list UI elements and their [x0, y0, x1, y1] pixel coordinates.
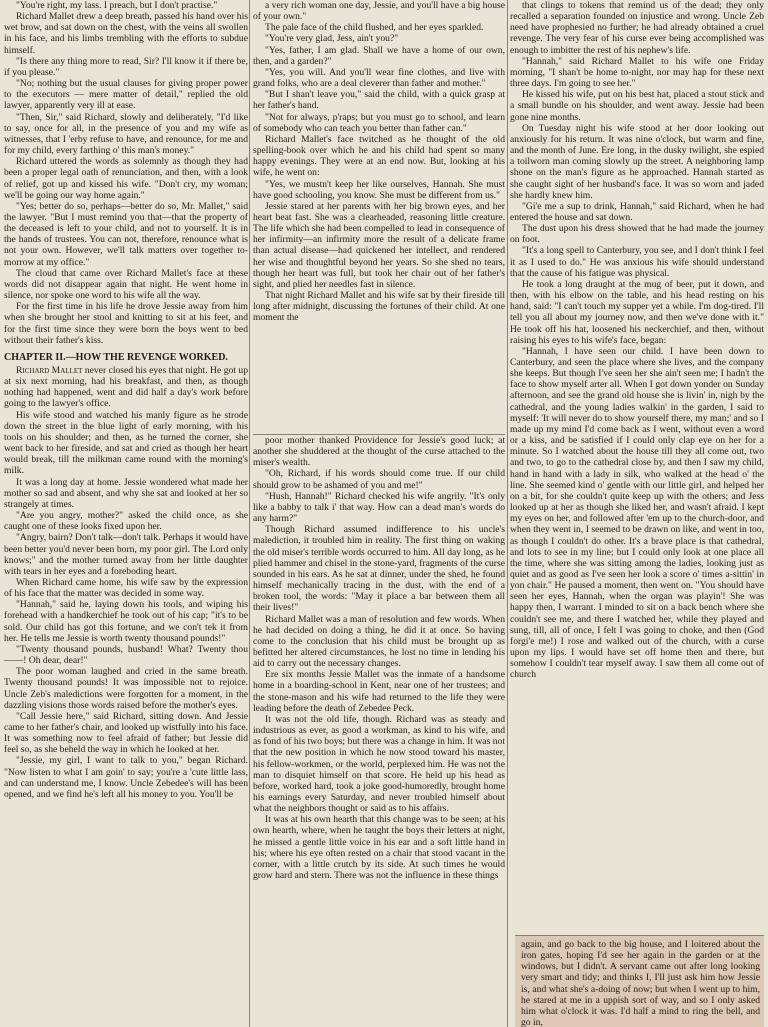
paragraph: "It's a long spell to Canterbury, you see, and I don't think I feel it as I used to do." He was anxious his wife should understand that the cause of his fatigue was physical.	[510, 245, 764, 279]
paragraph: "Hush, Hannah!" Richard checked his wife angrily. "It's only like a babby to talk i' that way. How can a dead man's words do any harm?"	[253, 490, 505, 525]
paragraph: "Hannah," said he, laying down his tools, and wiping his forehead with a handkerchief he took out of his cap; "it's to be sold. Our child has got this fortune, and we con't tek it from her. He tells me Jessie is worth twenty thousand pounds!"	[4, 599, 248, 644]
paragraph: that clings to tokens that remind us of the dead; they only recalled a separation founded on injustice and wrong. Uncle Zeb need have prophesied no further; he had already obtained a cruel revenge. The very fear of his curse ever being accomplished was enough to imbitter the rest of his nephew's life.	[510, 0, 764, 56]
paragraph: His wife stood and watched his manly figure as he strode down the street in the blue light of early morning, with his tools on his shoulder; and then, as he turned the corner, she went back to her fireside, and sat and cried as though her heart would break, till the milkman came round with the morning's milk.	[4, 409, 248, 477]
paragraph: "Hannah, I have seen our child. I have been down to Canterbury, and seen the place where she lives, and the company she keeps. But though I've seen her she ain't seen me; I hadn't the face to show myself arter all. When I got down yonder on Sunday afternoon, and see the grand old house she is livin' in, nigh by the cathedral, and the young ladies walkin' in the garden, I said to myself: 'It will never do to show yourself there, my man;' and so I made up my mind I'd come back as I went, without even a word or a kiss, and be satisfied if I could only clap eye on her for a minute. So I watched about the house till they all come out, two and two, to go to the cathedral close by, and then I saw my child, hand in hand with a lady in silk, who walked at the head o' the line. She seemed kind o' gentle with our little girl, and helped her on a bit, for she couldn't quite keep up with the others; and Jess looked up at her as though she liked her, and wasn't afraid. I kept my eyes on her, and followed after 'em up to the church-door, and when they went in, I seemed to be drawn on like, and went in too, as though I couldn't do other. It's a brave place is that cathedral, and lots to see in my line; but I could only look at one place all the time, where she was sitting among the ladies, looking just as quiet and as good as I've seen her look a score o' times a-sittin' in yon chair." He paused a moment, then went on. "You should have seen her eyes, Hannah, when the organ was playin'! She was happy then, I warrant. I minded to sit on a back bench where she couldn't see me, and there I watched her, while they played and sung, till, all of once, I felt I was going to choke, and then (God forgi'e me!) I rose and walked out of the church, with a curse upon my lips. I would have set off home then and there, but somehow I couldn't tear myself away. I saw them all come out of church	[510, 345, 764, 681]
paragraph: Richard Mallet drew a deep breath, passed his hand over his wet brow, and sat down on the chest, with the veins all swollen in his face, and his limbs trembling with the efforts to subdue himself.	[4, 11, 248, 56]
paragraph: He kissed his wife, put on his best hat, placed a stout stick and a small bundle on his shoulder, and went away. Jessie had been gone nine months.	[510, 89, 764, 123]
paragraph: It was at his own hearth that this change was to be seen; at his own hearth, where, when he taught the boys their letters at night, he missed a gentle little voice in his ear and a soft little hand in his; where his eye often rested on a chair that stood vacant in the corner, with a little crutch by its side. At such times he would grow hard and stern. There was not the influence in these things	[253, 814, 505, 882]
column-1	[4, 0, 248, 1027]
column-divider	[249, 0, 250, 1027]
paragraph: "You're right, my lass. I preach, but I don't practise."	[16, 0, 218, 11]
paragraph: He took a long draught at the mug of beer, put it down, and then, with his elbow on the table, and his head resting on his hand, said: "I can't touch my supper yet a while. I'm dog-tired. I'll tell you all about my journey now, and then we've done with it." He took off his hat, loosened his neckerchief, and then, without raising his eyes to his wife's face, began:	[510, 278, 764, 346]
column-3	[510, 0, 764, 934]
paragraph: "Not for always, p'raps; but you must go to school, and learn of somebody who can teach you better than father can."	[253, 111, 505, 134]
paragraph: "Call Jessie here," said Richard, sitting down. And Jessie came to her father's chair, and looked up wistfully into his face. It was something now to feel afraid of father; but Jessie did feel so, as she beheld the way in which he looked at her.	[4, 710, 248, 756]
column-2-bottom	[253, 435, 505, 1027]
paragraph: Ere six months Jessie Mallet was the inmate of a handsome home in a boarding-school in Kent, near one of her trustees; and the stone-mason and his wife had returned to the life they were leading before the death of Zebedee Peck.	[253, 669, 505, 714]
paragraph: "Yes, you will. And you'll wear fine clothes, and live with grand folks, who are a deal cleverer than father and mother."	[253, 66, 505, 90]
paragraph: The pale face of the child flushed, and her eyes sparkled.	[265, 22, 484, 34]
paragraph: "Yes, father, I am glad. Shall we have a home of our own, then, and a garden?"	[253, 44, 505, 67]
chapter-lead: Richard Mallet	[16, 365, 83, 376]
paragraph: When Richard came home, his wife saw by the expression of his face that the matter was decided in some way.	[4, 576, 248, 600]
paragraph: "Oh, Richard, if his words should come true. If our child should grow to be ashamed of you and me!"	[253, 468, 505, 491]
paragraph: That night Richard Mallet and his wife sat by their fireside till long after midnight, discussing the fortunes of their child. At one moment the	[253, 290, 505, 324]
paragraph: Jessie stared at her parents with her big brown eyes, and her heart beat fast. She was a clearheaded, reasoning little creature. The life which she had been compelled to lead in consequence of her infirmity—an infirmity more the result of a delicate frame than actual disease—had quickened her intellect, and rendered her wise and thoughtful beyond her years. So she shed no tears, though her heart was full, but took her chair out of her father's sight, and plied her needles fast in silence.	[253, 200, 505, 290]
paragraph: "Are you angry, mother?" asked the child once, as she caught one of these looks fixed upon her.	[4, 510, 248, 533]
paragraph: On Tuesday night his wife stood at her door looking out anxiously for his return. It was nine o'clock, but warm and fine, and the month of June. Ere long, in the dusky twilight, she espied a toilworn man coming slowly up the street. A neighboring lamp shone on the man's figure as he approached. Hannah started as she caught sight of her husband's face. It was so worn and jaded she hardly knew him.	[510, 122, 764, 201]
paragraph: The poor woman laughed and cried in the same breath. Twenty thousand pounds! It was impossible not to rejoice. Uncle Zeb's maledictions were forgotten for a moment, in the dazzling visions those words raised before the mother's eyes.	[4, 666, 248, 711]
paragraph-text: never closed his eyes that night. He got up at six next morning, had his breakfast, and then, as though nothing had happened, went and did half a day's work before going to the lawyer's office.	[4, 365, 248, 410]
column-2-top	[253, 0, 505, 434]
chapter-heading: CHAPTER II.—HOW THE REVENGE WORKED.	[4, 351, 228, 363]
paragraph: "Then, Sir," said Richard, slowly and deliberately, "I'd like to say, once for all, in the presence of you and my wife as witnesses, that I 'erby refuse to have, and renounce, for me and for my child, every farthing o' this man's money."	[4, 111, 248, 157]
paragraph: For the first time in his life he drove Jessie away from him when she brought her stool and knitting to sit at his feet, and for the first time since they were born the boys went to bed without their father's kiss.	[4, 301, 248, 346]
paragraph: poor mother thanked Providence for Jessie's good luck; at another she shuddered at the thought of the curse attached to the miser's wealth.	[253, 435, 505, 469]
paragraph: Though Richard assumed indifference to his uncle's malediction, it troubled him in reality. The first thing on waking the old miser's terrible words occurred to him. All day long, as he plied hammer and chisel in the stone-yard, fragments of the curse sounded in his ears. As he sat at dinner, under the shed, he found himself mechanically tracing in the dust, with the end of a broken tool, the words: "May it place a bar between them all their lives!"	[253, 524, 505, 614]
paragraph: Richard Mallet was a man of resolution and few words. When he had decided on doing a thing, he did it at once. So having come to the conclusion that his child must be brought up as befitted her altered circumstances, he lost no time in lending his aid to carry out the necessary changes.	[253, 613, 505, 670]
paragraph: The cloud that came over Richard Mallet's face at these words did not disappear again that night. He went home in silence, nor spoke one word to his wife all the way.	[4, 267, 248, 302]
paragraph: "But I shan't leave you," said the child, with a quick grasp at her father's hand.	[253, 89, 505, 112]
paragraph: Richard uttered the words as solemnly as though they had been a proper legal oath of renunciation, and then, with a look of relief, got up and kissed his wife. "Don't cry, my woman; we'll be going our way home again."	[4, 156, 248, 201]
paragraph: "Gi'e me a sup to drink, Hannah," said Richard, when he had entered the house and sat down.	[510, 200, 764, 223]
paragraph: "You're very glad, Jess, ain't you?"	[265, 33, 399, 45]
column-divider	[507, 0, 508, 1027]
paragraph: "Yes, we mustn't keep her like ourselves, Hannah. She must have good schooling, you know. She must be different from us."	[253, 178, 505, 201]
paragraph: "Is there any thing more to read, Sir? I'll know it if there be, if you please."	[4, 55, 248, 78]
paragraph: "Yes; better do so, perhaps—better do so, Mr. Mallet," said the lawyer. "But I must remind you that—that the property of the deceased is left to your child, and not to yourself. It is in the hands of trustees. You can not, therefore, renounce what is not your own. However, we'll talk matters over together to-morrow at my office."	[4, 200, 248, 268]
paragraph: a very rich woman one day, Jessie, and you'll have a big house of your own."	[253, 0, 505, 23]
paragraph: "Hannah," said Richard Mallet to his wife one Friday morning, "I shan't be home to-night, nor may hap for these next three days. I'm going to see her."	[510, 55, 764, 90]
paragraph: Richard Mallet's face twitched as he thought of the old spelling-book over which he and his child had spent so many happy evenings. They were at an end now. But, looking at his wife, he went on:	[253, 133, 505, 179]
paragraph	[4, 365, 248, 410]
paragraph: It was a long day at home. Jessie wondered what made her mother so sad and absent, and why she sat and looked at her so strangely at times.	[4, 476, 248, 510]
paragraph: "Jessie, my girl, I want to talk to you," began Richard. "Now listen to what I am goin' to say; you're a 'cute little lass, and can understand me, I know. Uncle Zebedee's will has been opened, and we find he's left all his money to you. You'll be	[4, 755, 248, 800]
paragraph: "No; nothing but the usual clauses for giving proper power to the executors — mere matter of detail," replied the old lawyer, apparently very ill at ease.	[4, 78, 248, 112]
paragraph: "Twenty thousand pounds, husband! What? Twenty thou——! Oh dear, dear!"	[4, 643, 248, 667]
paragraph: It was not the old life, though. Richard was as steady and industrious as ever, as good a workman, as kind to his wife, and as fond of his two boys; but there was a change in him. It was not that the new position in which he now stood toward his master, his fellow-workmen, or the world, perplexed him. He was not the man to disquiet himself on that score. He held up his head as before, worked hard, took a joke good-humoredly, brought home his earnings every Saturday, and never troubled himself about what the neighbors thought or said as to his affairs.	[253, 713, 505, 815]
column-3-continuation: again, and go back to the big house, and I loitered about the iron gates, hoping I'd see her again in the garden or at the windows, but I didn't. A servant came out after long looking very smart and tidy; and thinks I, I'll just ask him how Jessie is, and what she's a-doing of now; but when I went up to him, he stared at me in a uppish sort of way, and so I only asked him what o'clock it was. I'd half a mind to ring the bell, and go in,	[515, 935, 764, 1027]
paragraph: "Angry, bairn? Don't talk—don't talk. Perhaps it would have been better you'd never been born, my poor girl. The Lord only knows;" and the mother turned away from her little daughter with tears in her eyes and a foreboding heart.	[4, 532, 248, 577]
paragraph: The dust upon his dress showed that he had made the journey on foot.	[510, 223, 764, 246]
